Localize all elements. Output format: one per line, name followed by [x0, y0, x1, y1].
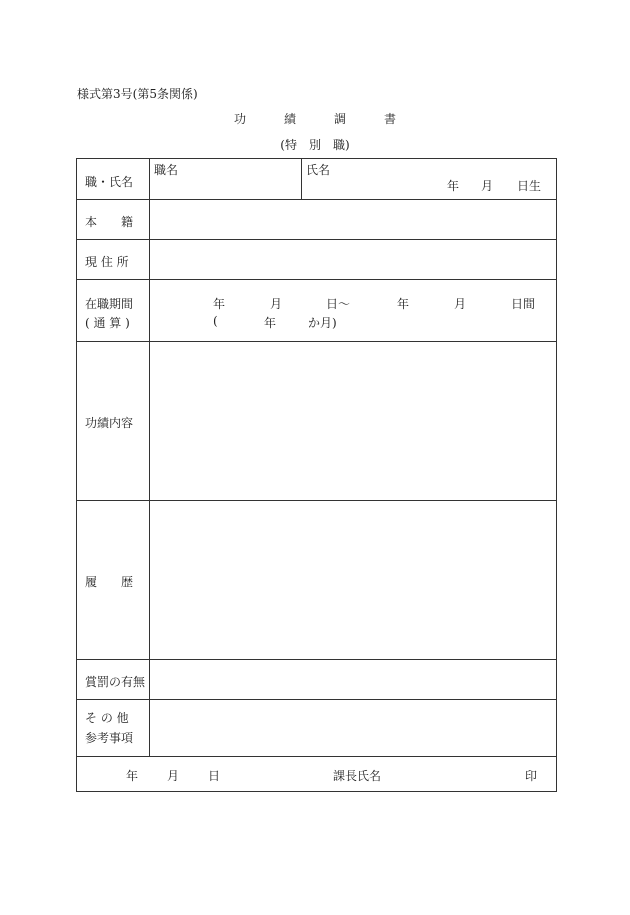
job-title-label: 職名 [154, 163, 179, 177]
merit-label: 功績内容 [85, 416, 134, 430]
title-char: 功 [233, 112, 246, 126]
row-divider [77, 756, 556, 757]
title-char: 書 [384, 112, 397, 126]
document-title [0, 110, 630, 127]
seal-mark: 印 [525, 769, 538, 783]
other-label-2: 参考事項 [85, 731, 134, 745]
row-divider [77, 239, 556, 240]
tenure-start-month: 月 [270, 297, 283, 311]
row-divider [77, 500, 556, 501]
birth-day: 日生 [517, 179, 542, 193]
rewards-label: 賞罰の有無 [85, 675, 146, 689]
name-row-label: 職・氏名 [85, 175, 134, 189]
tenure-total-year: 年 [264, 316, 277, 330]
subtitle-mid: 別 [308, 138, 321, 152]
birth-year: 年 [447, 179, 460, 193]
row-divider [77, 279, 556, 280]
tenure-end-month: 月 [454, 297, 467, 311]
row-divider [77, 659, 556, 660]
form-reference: 様式第3号(第5条関係) [77, 87, 198, 101]
title-char: 績 [283, 112, 296, 126]
title-char: 調 [334, 112, 347, 126]
form-table [76, 158, 557, 792]
other-label: そ の 他 [85, 711, 129, 725]
document-subtitle [0, 136, 630, 153]
tenure-total-label: ( 通 算 ) [85, 316, 130, 330]
address-label: 現 住 所 [85, 255, 129, 269]
name-row-divider [301, 159, 302, 199]
history-label: 履 歴 [85, 575, 134, 589]
birth-month: 月 [481, 179, 494, 193]
subtitle-open: (特 [280, 138, 297, 152]
tenure-end-day: 日間 [511, 297, 536, 311]
tenure-end-year: 年 [397, 297, 410, 311]
domicile-label: 本 籍 [85, 215, 134, 229]
row-divider [77, 199, 556, 200]
footer-day: 日 [208, 769, 221, 783]
row-divider [77, 341, 556, 342]
tenure-total-open: ( [213, 314, 218, 328]
tenure-start-year: 年 [213, 297, 226, 311]
footer-month: 月 [167, 769, 180, 783]
tenure-start-day: 日～ [326, 297, 351, 311]
subtitle-close: 職) [333, 138, 350, 152]
row-divider [77, 699, 556, 700]
label-column-divider [149, 159, 150, 756]
tenure-total-month: か月) [308, 316, 337, 330]
person-name-label: 氏名 [306, 163, 331, 177]
footer-year: 年 [126, 769, 139, 783]
chief-name-label: 課長氏名 [333, 769, 382, 783]
tenure-label: 在職期間 [85, 297, 134, 311]
